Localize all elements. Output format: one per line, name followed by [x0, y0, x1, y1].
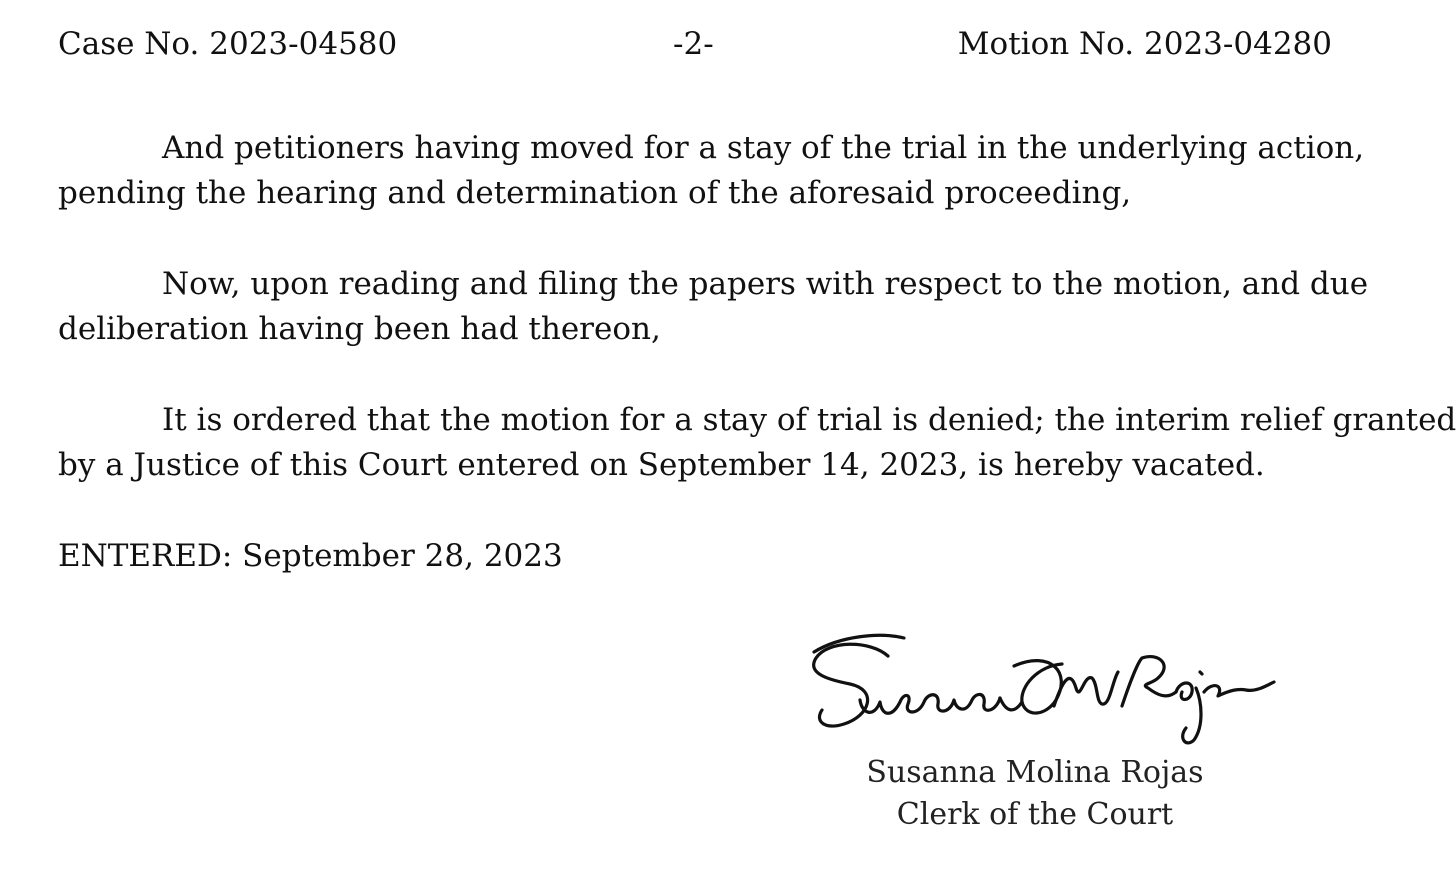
entered-date: ENTERED: September 28, 2023 [58, 538, 563, 574]
page-header [58, 24, 1332, 64]
paragraph-line: And petitioners having moved for a stay of the trial in the underlying action, [162, 130, 1365, 166]
motion-number: Motion No. 2023-04280 [957, 26, 1332, 62]
handwritten-signature [800, 622, 1290, 757]
paragraph-line: Now, upon reading and filing the papers with respect to the motion, and due [162, 266, 1369, 302]
paragraph-deliberation [58, 262, 1418, 352]
paragraph-line: deliberation having been had thereon, [58, 311, 661, 347]
paragraph-line: by a Justice of this Court entered on September 14, 2023, is hereby vacated. [58, 447, 1265, 483]
signer-title: Clerk of the Court [896, 797, 1174, 832]
paragraph-order [58, 398, 1456, 488]
paragraph-motion-for-stay [58, 126, 1418, 216]
signer-name: Susanna Molina Rojas [866, 755, 1204, 790]
paragraph-line: It is ordered that the motion for a stay of trial is denied; the interim relief granted [162, 402, 1456, 438]
page-number: -2- [673, 26, 714, 62]
signature-block [820, 752, 1250, 836]
paragraph-line: pending the hearing and determination of the aforesaid proceeding, [58, 175, 1132, 211]
case-number: Case No. 2023-04580 [58, 26, 398, 62]
